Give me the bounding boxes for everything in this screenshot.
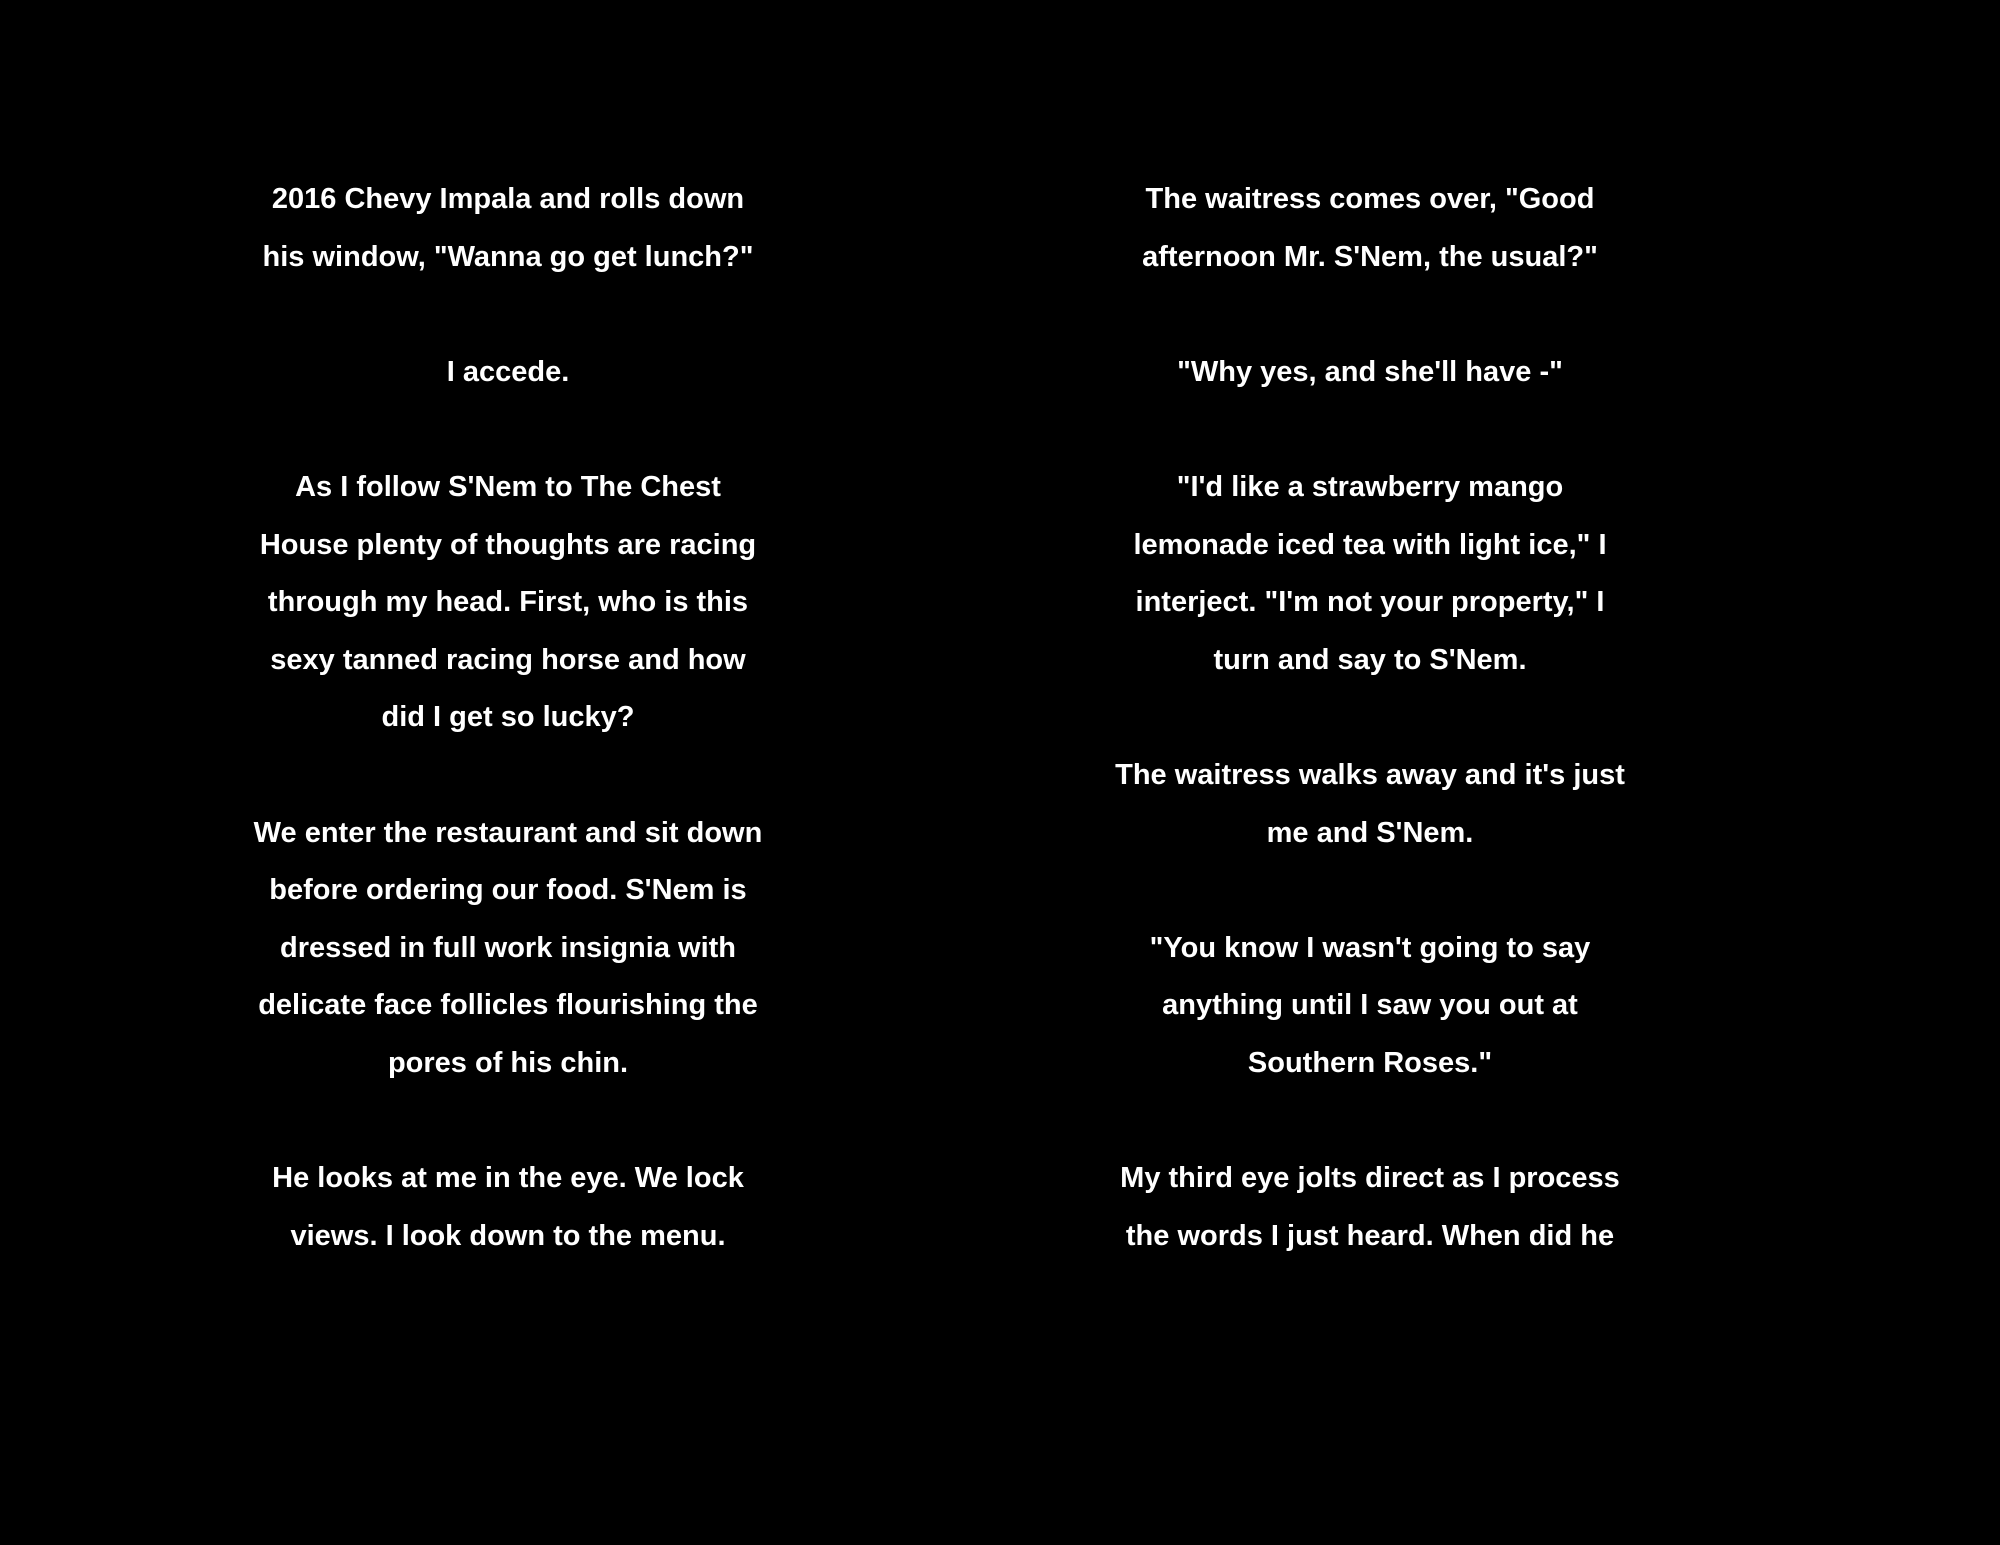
paragraph-gap (1090, 689, 1650, 747)
paragraph-gap (1090, 286, 1650, 344)
text-line: through my head. First, who is this (267, 586, 749, 619)
paragraph-gap (1090, 862, 1650, 920)
paragraph-gap (228, 1093, 788, 1151)
paragraph-gap (1090, 401, 1650, 459)
text-line: anything until I saw you out at (1162, 989, 1578, 1022)
paragraph-gap (1090, 1093, 1650, 1151)
text-line: me and S'Nem. (1266, 816, 1474, 849)
text-line: Southern Roses." (1247, 1046, 1493, 1079)
text-line: 2016 Chevy Impala and rolls down (271, 183, 745, 215)
paragraph-gap (228, 286, 788, 344)
text-line: pores of his chin. (387, 1046, 629, 1079)
text-line: afternoon Mr. S'Nem, the usual?" (1142, 240, 1598, 273)
right-text-column (1090, 171, 1650, 1265)
paragraph-gap (228, 747, 788, 805)
text-line: I accede. (446, 355, 570, 388)
text-line: sexy tanned racing horse and how (270, 643, 746, 676)
text-line: interject. "I'm not your property," I (1135, 586, 1605, 619)
text-line: "Why yes, and she'll have -" (1177, 355, 1563, 388)
text-line: the words I just heard. When did he (1125, 1219, 1615, 1252)
text-line: before ordering our food. S'Nem is (269, 874, 747, 907)
text-line: We enter the restaurant and sit down (253, 816, 763, 849)
text-line: The waitress walks away and it's just (1115, 758, 1625, 791)
text-line: As I follow S'Nem to The Chest (295, 470, 721, 503)
text-line: lemonade iced tea with light ice," I (1133, 528, 1607, 561)
text-line: "You know I wasn't going to say (1149, 931, 1591, 964)
text-line: House plenty of thoughts are racing (259, 528, 757, 561)
text-line: "I'd like a strawberry mango (1176, 470, 1564, 503)
text-line: his window, "Wanna go get lunch?" (262, 240, 754, 273)
text-line: turn and say to S'Nem. (1213, 643, 1527, 676)
text-line: dressed in full work insignia with (279, 931, 736, 964)
left-text-column (228, 171, 788, 1265)
text-line: did I get so lucky? (381, 701, 635, 734)
text-line: views. I look down to the menu. (290, 1219, 726, 1252)
text-line: My third eye jolts direct as I process (1120, 1162, 1620, 1195)
text-line: The waitress comes over, "Good (1145, 183, 1595, 215)
text-line: He looks at me in the eye. We lock (272, 1162, 744, 1195)
paragraph-gap (228, 401, 788, 459)
right-page (1000, 0, 2000, 1545)
text-line: delicate face follicles flourishing the (258, 989, 758, 1022)
